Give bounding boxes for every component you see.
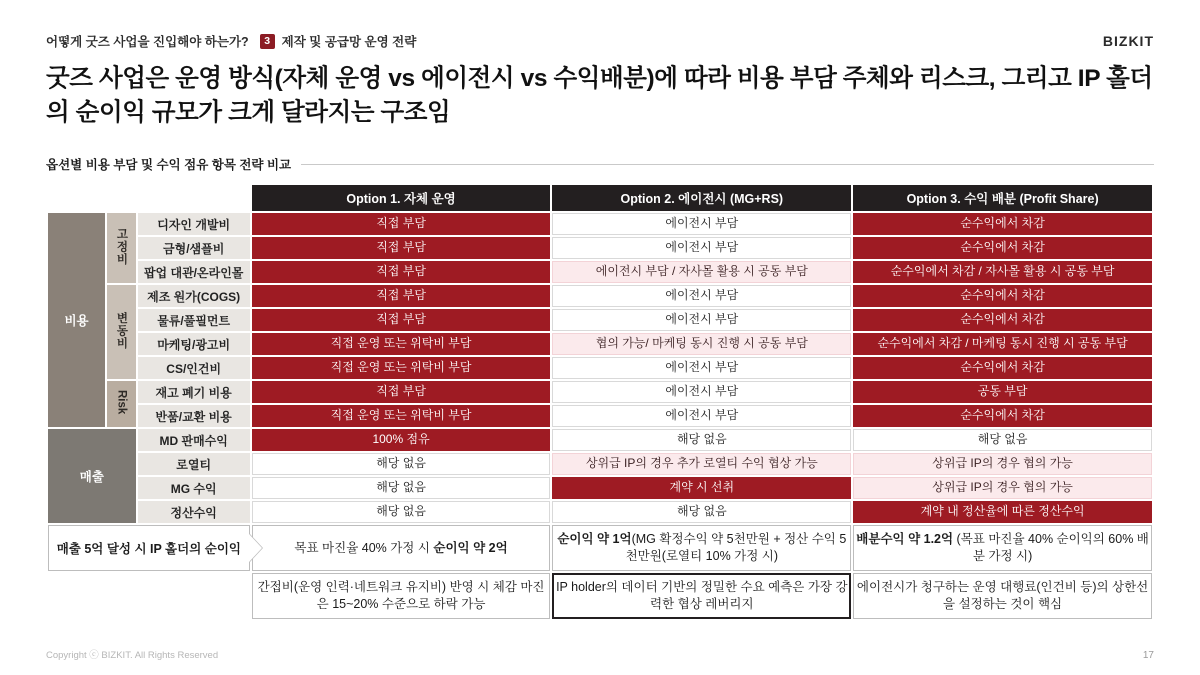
cell-option1: 직접 부담 [252, 261, 551, 283]
summary-label: 매출 5억 달성 시 IP 홀더의 순이익 [48, 525, 250, 571]
cell-option2: 해당 없음 [552, 429, 851, 451]
cell-option2: 에이전시 부담 [552, 213, 851, 235]
summary-row [48, 525, 1152, 571]
row-label: 재고 폐기 비용 [138, 381, 250, 403]
table-row [48, 381, 1152, 403]
cell-option3: 상위급 IP의 경우 협의 가능 [853, 477, 1152, 499]
row-label: 물류/풀필먼트 [138, 309, 250, 331]
table-row [48, 501, 1152, 523]
cell-option3: 계약 내 정산율에 따른 정산수익 [853, 501, 1152, 523]
subgroup-label-fixed: 고정비 [107, 213, 136, 283]
comparison-table [46, 183, 1154, 621]
subtitle: 옵션별 비용 부담 및 수익 점유 항목 전략 비교 [46, 158, 292, 172]
cell-option3: 공동 부담 [853, 381, 1152, 403]
cell-option3: 순수익에서 차감 / 마케팅 동시 진행 시 공동 부담 [853, 333, 1152, 355]
table-header-row [48, 185, 1152, 211]
column-header-1: Option 1. 자체 운영 [252, 185, 551, 211]
column-header-3: Option 3. 수익 배분 (Profit Share) [853, 185, 1152, 211]
cell-option1: 해당 없음 [252, 453, 551, 475]
cell-option3: 순수익에서 차감 / 자사몰 활용 시 공동 부담 [853, 261, 1152, 283]
row-label: 팝업 대관/온라인몰 [138, 261, 250, 283]
cell-option3: 순수익에서 차감 [853, 237, 1152, 259]
table-row [48, 213, 1152, 235]
cell-option1: 직접 운영 또는 위탁비 부담 [252, 357, 551, 379]
row-label: 제조 원가(COGS) [138, 285, 250, 307]
table-row [48, 357, 1152, 379]
section-number-badge: 3 [260, 34, 275, 49]
summary-option3: 배분수익 약 1.2억 (목표 마진율 40% 순이익의 60% 배분 가정 시) [853, 525, 1152, 571]
row-label: 마케팅/광고비 [138, 333, 250, 355]
cell-option1: 직접 부담 [252, 309, 551, 331]
subgroup-label-variable: 변동비 [107, 285, 136, 379]
cell-option2: 계약 시 선취 [552, 477, 851, 499]
note-option1: 간접비(운영 인력·네트워크 유지비) 반영 시 체감 마진은 15~20% 수준으로 하락 가능 [252, 573, 551, 619]
subtitle-row [46, 155, 1154, 173]
subtitle-rule [301, 164, 1154, 165]
row-label: 로열티 [138, 453, 250, 475]
table-row [48, 333, 1152, 355]
row-label: MG 수익 [138, 477, 250, 499]
cell-option3: 순수익에서 차감 [853, 285, 1152, 307]
cell-option1: 100% 점유 [252, 429, 551, 451]
table-row [48, 477, 1152, 499]
cell-option3: 해당 없음 [853, 429, 1152, 451]
section-label: 제작 및 공급망 운영 전략 [281, 35, 417, 49]
cell-option1: 직접 부담 [252, 381, 551, 403]
cell-option3: 순수익에서 차감 [853, 357, 1152, 379]
cell-option2: 상위급 IP의 경우 추가 로열티 수익 협상 가능 [552, 453, 851, 475]
cell-option1: 직접 운영 또는 위탁비 부담 [252, 333, 551, 355]
row-label: CS/인건비 [138, 357, 250, 379]
cell-option3: 순수익에서 차감 [853, 309, 1152, 331]
copyright-text: Copyright ⓒ BIZKIT. All Rights Reserved [46, 650, 219, 661]
cell-option2: 에이전시 부담 [552, 357, 851, 379]
table-row [48, 405, 1152, 427]
cell-option3: 순수익에서 차감 [853, 213, 1152, 235]
row-label: MD 판매수익 [138, 429, 250, 451]
cell-option2: 에이전시 부담 / 자사몰 활용 시 공동 부담 [552, 261, 851, 283]
page-number: 17 [1142, 650, 1154, 661]
cell-option1: 해당 없음 [252, 477, 551, 499]
cell-option3: 상위급 IP의 경우 협의 가능 [853, 453, 1152, 475]
cell-option2: 에이전시 부담 [552, 309, 851, 331]
header-kicker: 어떻게 굿즈 사업을 진입해야 하는가? [46, 35, 249, 49]
subgroup-label-risk: Risk [107, 381, 136, 427]
cell-option1: 직접 운영 또는 위탁비 부담 [252, 405, 551, 427]
cell-option1: 직접 부담 [252, 213, 551, 235]
cell-option2: 에이전시 부담 [552, 237, 851, 259]
brand-logo: BIZKIT [1102, 33, 1154, 49]
row-label: 반품/교환 비용 [138, 405, 250, 427]
column-header-2: Option 2. 에이전시 (MG+RS) [552, 185, 851, 211]
note-option2: IP holder의 데이터 기반의 정밀한 수요 예측은 가장 강력한 협상 레버리지 [552, 573, 851, 619]
group-label-cost: 비용 [48, 213, 105, 427]
row-label: 금형/샘플비 [138, 237, 250, 259]
table-row [48, 453, 1152, 475]
cell-option1: 해당 없음 [252, 501, 551, 523]
cell-option1: 직접 부담 [252, 237, 551, 259]
cell-option2: 해당 없음 [552, 501, 851, 523]
group-label-sales: 매출 [48, 429, 136, 523]
table-row [48, 309, 1152, 331]
table-row [48, 285, 1152, 307]
cell-option1: 직접 부담 [252, 285, 551, 307]
table-row [48, 429, 1152, 451]
summary-option2: 순이익 약 1억(MG 확정수익 약 5천만원 + 정산 수익 5천만원(로열티 10% 가정 시) [552, 525, 851, 571]
note-option3: 에이전시가 청구하는 운영 대행료(인건비 등)의 상한선을 설정하는 것이 핵심 [853, 573, 1152, 619]
cell-option2: 에이전시 부담 [552, 405, 851, 427]
slide-header [46, 32, 1154, 50]
table-row [48, 237, 1152, 259]
notes-row [48, 573, 1152, 619]
cell-option2: 에이전시 부담 [552, 381, 851, 403]
page-title: 굿즈 사업은 운영 방식(자체 운영 vs 에이전시 vs 수익배분)에 따라 비용 부담 주체와 리스크, 그리고 IP 홀더의 순이익 규모가 크게 달라지는 구조임 [46, 65, 1153, 127]
cell-option3: 순수익에서 차감 [853, 405, 1152, 427]
row-label: 디자인 개발비 [138, 213, 250, 235]
row-label: 정산수익 [138, 501, 250, 523]
cell-option2: 협의 가능/ 마케팅 동시 진행 시 공동 부담 [552, 333, 851, 355]
summary-option1: 목표 마진율 40% 가정 시 순이익 약 2억 [252, 525, 551, 571]
table-row [48, 261, 1152, 283]
cell-option2: 에이전시 부담 [552, 285, 851, 307]
